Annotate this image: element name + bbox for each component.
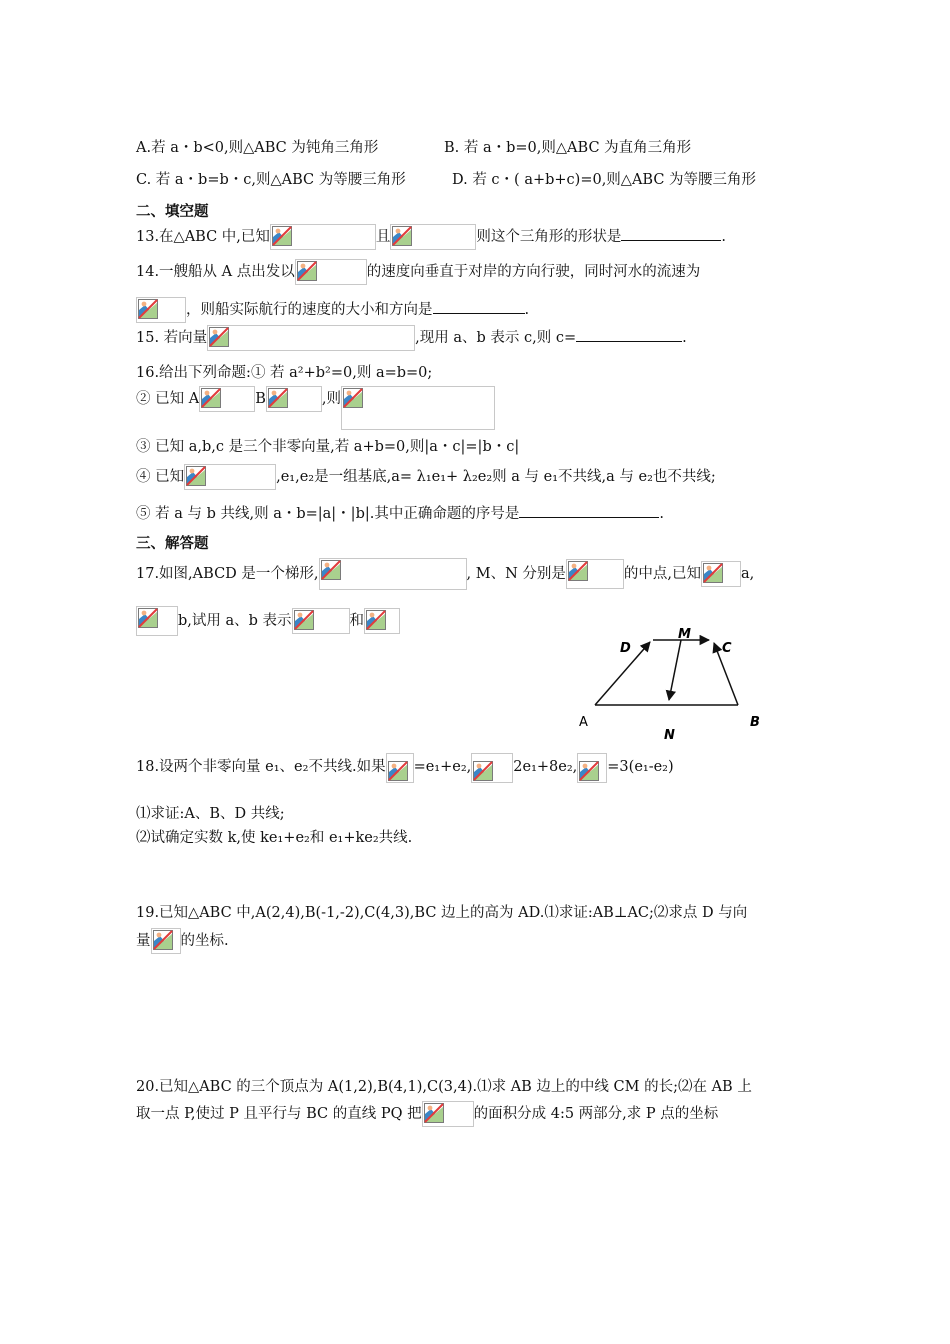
section-fill-in-heading: 二、填空题 xyxy=(136,204,209,220)
broken-image-icon xyxy=(579,761,599,781)
question-17-line-1 xyxy=(136,558,754,590)
question-14-line-1 xyxy=(136,259,700,285)
broken-image-icon xyxy=(186,466,206,486)
formula-image xyxy=(566,559,624,589)
broken-image-icon xyxy=(153,930,173,950)
formula-image xyxy=(136,606,178,636)
q20-text-2a: 取一点 P,使过 P 且平行与 BC 的直线 PQ 把 xyxy=(136,1106,422,1122)
label-m: M xyxy=(678,627,691,642)
q16-text-5a: ⑤ 若 a 与 b 共线,则 a・b=|a|・|b|.其中正确命题的序号是 xyxy=(136,506,520,522)
q18-text-4: =3(e₁-e₂) xyxy=(607,759,674,775)
q12-option-b: B. 若 a・b=0,则△ABC 为直角三角形 xyxy=(444,140,692,156)
q13-text-4: . xyxy=(721,229,727,245)
broken-image-icon xyxy=(473,761,493,781)
q15-text-1: 15. 若向量 xyxy=(136,330,208,346)
broken-image-icon xyxy=(268,388,288,408)
formula-image xyxy=(422,1101,474,1127)
answer-blank xyxy=(576,325,682,342)
q13-text-2: 且 xyxy=(375,229,391,245)
q17-text-5: b,试用 a、b 表示 xyxy=(178,613,292,629)
broken-image-icon xyxy=(201,388,221,408)
question-14-line-2 xyxy=(136,297,529,323)
q14-text-2: 的速度向垂直于对岸的方向行驶，同时河水的流速为 xyxy=(366,264,701,280)
broken-image-icon xyxy=(321,560,341,580)
answer-blank xyxy=(519,501,659,518)
q13-text-1: 13.在△ABC 中,已知 xyxy=(136,229,270,245)
broken-image-icon xyxy=(138,608,158,628)
segment-mn xyxy=(669,640,681,700)
label-n: N xyxy=(664,728,675,743)
q12-option-a: A.若 a・b<0,则△ABC 为钝角三角形 xyxy=(136,140,379,156)
q19-text-2b: 的坐标. xyxy=(180,933,229,949)
question-20-line-1: 20.已知△ABC 的三个顶点为 A(1,2),B(4,1),C(3,4).⑴求 AB 边上的中线 CM 的长;⑵在 AB 上 xyxy=(136,1079,752,1095)
q14-text-1: 14.一艘船从 A 点出发以 xyxy=(136,264,295,280)
q16-text-4b: ,e₁,e₂是一组基底,a= λ₁e₁+ λ₂e₂则 a 与 e₁不共线,a 与 e₂也不共线; xyxy=(276,469,716,485)
formula-image xyxy=(471,753,513,783)
answer-blank xyxy=(433,297,525,314)
formula-image xyxy=(701,561,741,587)
question-16-line-4 xyxy=(136,464,716,490)
q17-text-3: 的中点,已知 xyxy=(623,566,701,582)
broken-image-icon xyxy=(138,299,158,319)
q15-text-2: ,现用 a、b 表示 c,则 c= xyxy=(415,330,577,346)
broken-image-icon xyxy=(703,563,723,583)
q16-text-5b: . xyxy=(659,506,664,522)
broken-image-icon xyxy=(388,761,408,781)
broken-image-icon xyxy=(424,1103,444,1123)
broken-image-icon xyxy=(343,388,363,408)
q16-text-4a: ④ 已知 xyxy=(136,469,185,485)
label-b: B xyxy=(750,715,760,730)
q18-text-3: 2e₁+8e₂, xyxy=(513,759,578,775)
question-18-line-1 xyxy=(136,753,674,783)
q17-text-6: 和 xyxy=(349,613,365,629)
broken-image-icon xyxy=(272,226,292,246)
formula-image xyxy=(341,386,495,430)
formula-image xyxy=(270,224,376,250)
section-solve-heading: 三、解答题 xyxy=(136,536,209,552)
q15-text-3: . xyxy=(682,330,687,346)
question-20-line-2 xyxy=(136,1101,718,1127)
label-c: C xyxy=(722,641,732,656)
q19-text-2a: 量 xyxy=(136,933,151,949)
label-a: A xyxy=(579,715,588,730)
q16-text-2c: ,则 xyxy=(321,391,341,407)
q12-option-c: C. 若 a・b=b・c,则△ABC 为等腰三角形 xyxy=(136,172,406,188)
formula-image xyxy=(136,297,186,323)
broken-image-icon xyxy=(568,561,588,581)
question-17-line-2 xyxy=(136,606,400,636)
question-18-part-1: ⑴求证:A、B、D 共线; xyxy=(136,806,285,822)
trapezoid-figure xyxy=(575,622,775,747)
formula-image xyxy=(295,259,367,285)
broken-image-icon xyxy=(366,610,386,630)
q14-text-4: . xyxy=(524,302,530,318)
q17-text-2: , M、N 分别是 xyxy=(466,566,566,582)
question-13 xyxy=(136,224,726,250)
formula-image xyxy=(184,464,276,490)
q12-option-d: D. 若 c・( a+b+c)=0,则△ABC 为等腰三角形 xyxy=(452,172,757,188)
formula-image xyxy=(207,325,415,351)
q17-text-4: a, xyxy=(741,566,755,582)
broken-image-icon xyxy=(297,261,317,281)
formula-image xyxy=(319,558,467,590)
question-19-line-1: 19.已知△ABC 中,A(2,4),B(-1,-2),C(4,3),BC 边上的高为 AD.⑴求证:AB⊥AC;⑵求点 D 与向 xyxy=(136,905,748,921)
question-18-part-2: ⑵试确定实数 k,使 ke₁+e₂和 e₁+ke₂共线. xyxy=(136,830,413,846)
formula-image xyxy=(199,386,255,412)
q13-text-3: 则这个三角形的形状是 xyxy=(476,229,622,245)
formula-image xyxy=(390,224,476,250)
formula-image xyxy=(266,386,322,412)
question-19-line-2 xyxy=(136,928,229,954)
question-15 xyxy=(136,325,687,351)
formula-image xyxy=(577,753,607,783)
broken-image-icon xyxy=(209,327,229,347)
formula-image xyxy=(386,753,414,783)
q18-text-1: 18.设两个非零向量 e₁、e₂不共线.如果 xyxy=(136,759,386,775)
question-16-line-2 xyxy=(136,386,495,430)
formula-image xyxy=(364,608,400,634)
q16-text-2b: B xyxy=(255,391,266,407)
question-16-line-3: ③ 已知 a,b,c 是三个非零向量,若 a+b=0,则|a・c|=|b・c| xyxy=(136,439,520,455)
question-16-line-1: 16.给出下列命题:① 若 a²+b²=0,则 a=b=0; xyxy=(136,365,433,381)
q18-text-2: =e₁+e₂, xyxy=(413,759,472,775)
broken-image-icon xyxy=(294,610,314,630)
formula-image xyxy=(151,928,181,954)
q14-text-3: ，则船实际航行的速度的大小和方向是 xyxy=(186,302,433,318)
broken-image-icon xyxy=(392,226,412,246)
q17-text-1: 17.如图,ABCD 是一个梯形, xyxy=(136,566,319,582)
q20-text-2b: 的面积分成 4:5 两部分,求 P 点的坐标 xyxy=(473,1106,719,1122)
question-16-line-5 xyxy=(136,501,664,525)
label-d: D xyxy=(620,641,631,656)
formula-image xyxy=(292,608,350,634)
q16-text-2a: ② 已知 A xyxy=(136,391,200,407)
answer-blank xyxy=(621,224,721,241)
